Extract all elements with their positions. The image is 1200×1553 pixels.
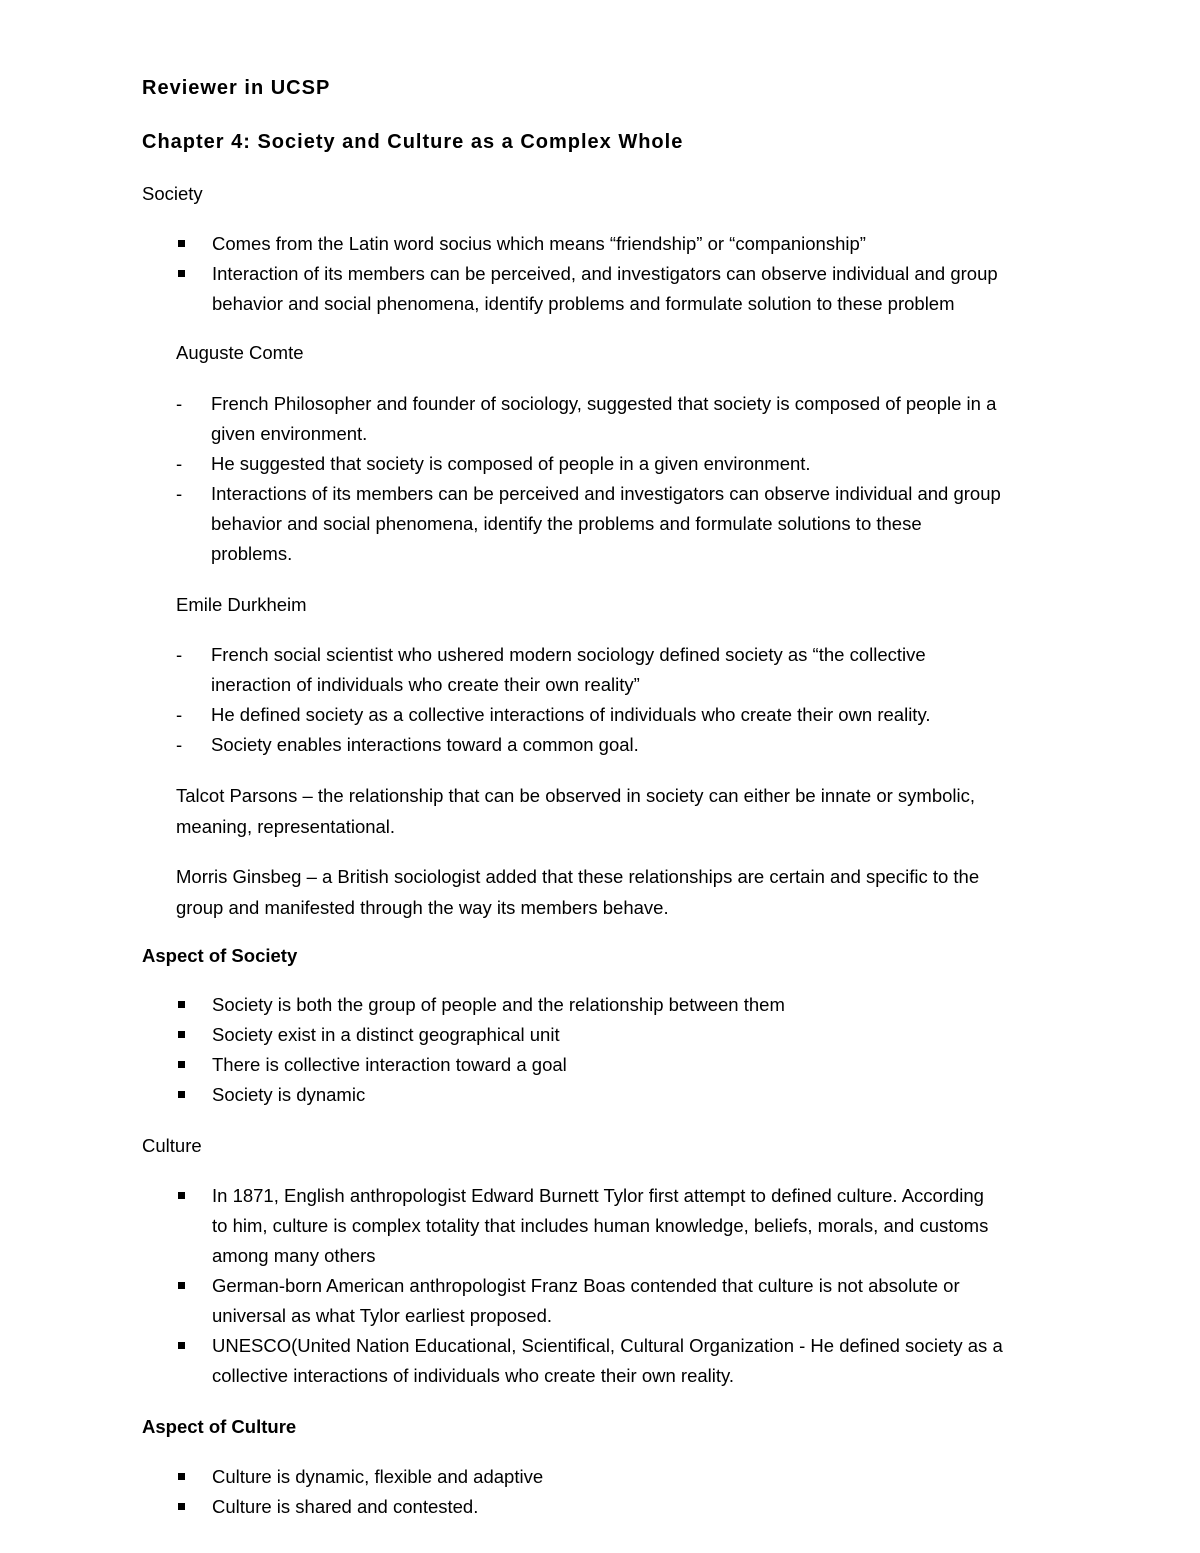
list-item xyxy=(142,1080,785,1110)
list-item-line: ineraction of individuals who create their own reality” xyxy=(211,674,640,695)
square-bullet-icon xyxy=(178,1091,185,1098)
square-bullet-icon xyxy=(178,1282,185,1289)
aspect-culture-bullet-list xyxy=(142,1462,543,1522)
chapter-title: Chapter 4: Society and Culture as a Complex Whole xyxy=(142,131,684,153)
list-item-line: In 1871, English anthropologist Edward Burnett Tylor first attempt to defined culture. According xyxy=(212,1185,984,1206)
aspect-society-heading: Aspect of Society xyxy=(142,945,298,966)
society-bullet-list xyxy=(142,229,998,319)
list-item-line: behavior and social phenomena, identify problems and formulate solution to these problem xyxy=(212,293,955,314)
square-bullet-icon xyxy=(178,1342,185,1349)
culture-heading: Culture xyxy=(142,1135,202,1156)
square-bullet-icon xyxy=(178,1061,185,1068)
list-item-line: Interactions of its members can be perceived and investigators can observe individual and group xyxy=(211,483,1001,504)
parsons-line: meaning, representational. xyxy=(176,816,396,837)
list-item xyxy=(176,389,1001,449)
list-item-line: behavior and social phenomena, identify the problems and formulate solutions to these xyxy=(211,513,922,534)
list-item-line: Culture is dynamic, flexible and adaptive xyxy=(212,1466,544,1487)
parsons-line: Talcot Parsons – the relationship that can be observed in society can either be innate or symbolic, xyxy=(176,785,976,806)
list-item-line: Comes from the Latin word socius which means “friendship” or “companionship” xyxy=(212,233,866,254)
list-item xyxy=(142,990,785,1020)
aspect-culture-heading: Aspect of Culture xyxy=(142,1416,297,1437)
list-item xyxy=(142,259,998,319)
list-item xyxy=(142,229,998,259)
ginsberg-paragraph xyxy=(176,861,979,923)
list-item-line: French social scientist who ushered modern sociology defined society as “the collective xyxy=(211,644,926,665)
list-item-line: There is collective interaction toward a goal xyxy=(212,1054,567,1075)
ginsberg-line: group and manifested through the way its members behave. xyxy=(176,897,669,918)
list-item-line: universal as what Tylor earliest proposed. xyxy=(212,1305,553,1326)
square-bullet-icon xyxy=(178,1001,185,1008)
list-item-line: collective interactions of individuals who create their own reality. xyxy=(212,1365,735,1386)
square-bullet-icon xyxy=(178,1503,185,1510)
dash-bullet-icon: - xyxy=(176,483,183,504)
square-bullet-icon xyxy=(178,1192,185,1199)
square-bullet-icon xyxy=(178,1031,185,1038)
square-bullet-icon xyxy=(178,1473,185,1480)
list-item xyxy=(176,479,1001,569)
list-item-line: Interaction of its members can be perceived, and investigators can observe individual and group xyxy=(212,263,998,284)
list-item xyxy=(176,730,930,760)
comte-name: Auguste Comte xyxy=(176,342,304,363)
durkheim-dash-list xyxy=(176,640,930,760)
list-item-line: French Philosopher and founder of sociology, suggested that society is composed of people in a xyxy=(211,393,997,414)
dash-bullet-icon: - xyxy=(176,644,183,665)
list-item-line: Society enables interactions toward a common goal. xyxy=(211,734,639,755)
list-item xyxy=(142,1181,1003,1271)
list-item xyxy=(142,1331,1003,1391)
square-bullet-icon xyxy=(178,240,185,247)
list-item-line: He suggested that society is composed of people in a given environment. xyxy=(211,453,811,474)
dash-bullet-icon: - xyxy=(176,453,183,474)
list-item-line: He defined society as a collective interactions of individuals who create their own reality. xyxy=(211,704,931,725)
list-item-line: problems. xyxy=(211,543,293,564)
square-bullet-icon xyxy=(178,270,185,277)
comte-dash-list xyxy=(176,389,1001,569)
durkheim-name: Emile Durkheim xyxy=(176,594,307,615)
list-item-line: UNESCO(United Nation Educational, Scientifical, Cultural Organization - He defined society as a xyxy=(212,1335,1003,1356)
dash-bullet-icon: - xyxy=(176,393,183,414)
list-item xyxy=(142,1050,785,1080)
list-item-line: Society is both the group of people and the relationship between them xyxy=(212,994,785,1015)
list-item xyxy=(176,700,930,730)
list-item xyxy=(142,1020,785,1050)
list-item xyxy=(142,1462,543,1492)
list-item xyxy=(142,1492,543,1522)
list-item xyxy=(176,449,1001,479)
aspect-society-bullet-list xyxy=(142,990,785,1110)
list-item-line: Society is dynamic xyxy=(212,1084,366,1105)
society-heading: Society xyxy=(142,183,203,204)
list-item-line: among many others xyxy=(212,1245,376,1266)
list-item xyxy=(142,1271,1003,1331)
list-item-line: Society exist in a distinct geographical unit xyxy=(212,1024,560,1045)
list-item-line: to him, culture is complex totality that includes human knowledge, beliefs, morals, and customs xyxy=(212,1215,989,1236)
dash-bullet-icon: - xyxy=(176,734,183,755)
list-item-line: German-born American anthropologist Franz Boas contended that culture is not absolute or xyxy=(212,1275,960,1296)
list-item xyxy=(176,640,930,700)
culture-bullet-list xyxy=(142,1181,1003,1391)
ginsberg-line: Morris Ginsbeg – a British sociologist added that these relationships are certain and specific to the xyxy=(176,866,980,887)
parsons-paragraph xyxy=(176,780,975,842)
document-title: Reviewer in UCSP xyxy=(142,77,331,99)
list-item-line: Culture is shared and contested. xyxy=(212,1496,479,1517)
list-item-line: given environment. xyxy=(211,423,368,444)
dash-bullet-icon: - xyxy=(176,704,183,725)
